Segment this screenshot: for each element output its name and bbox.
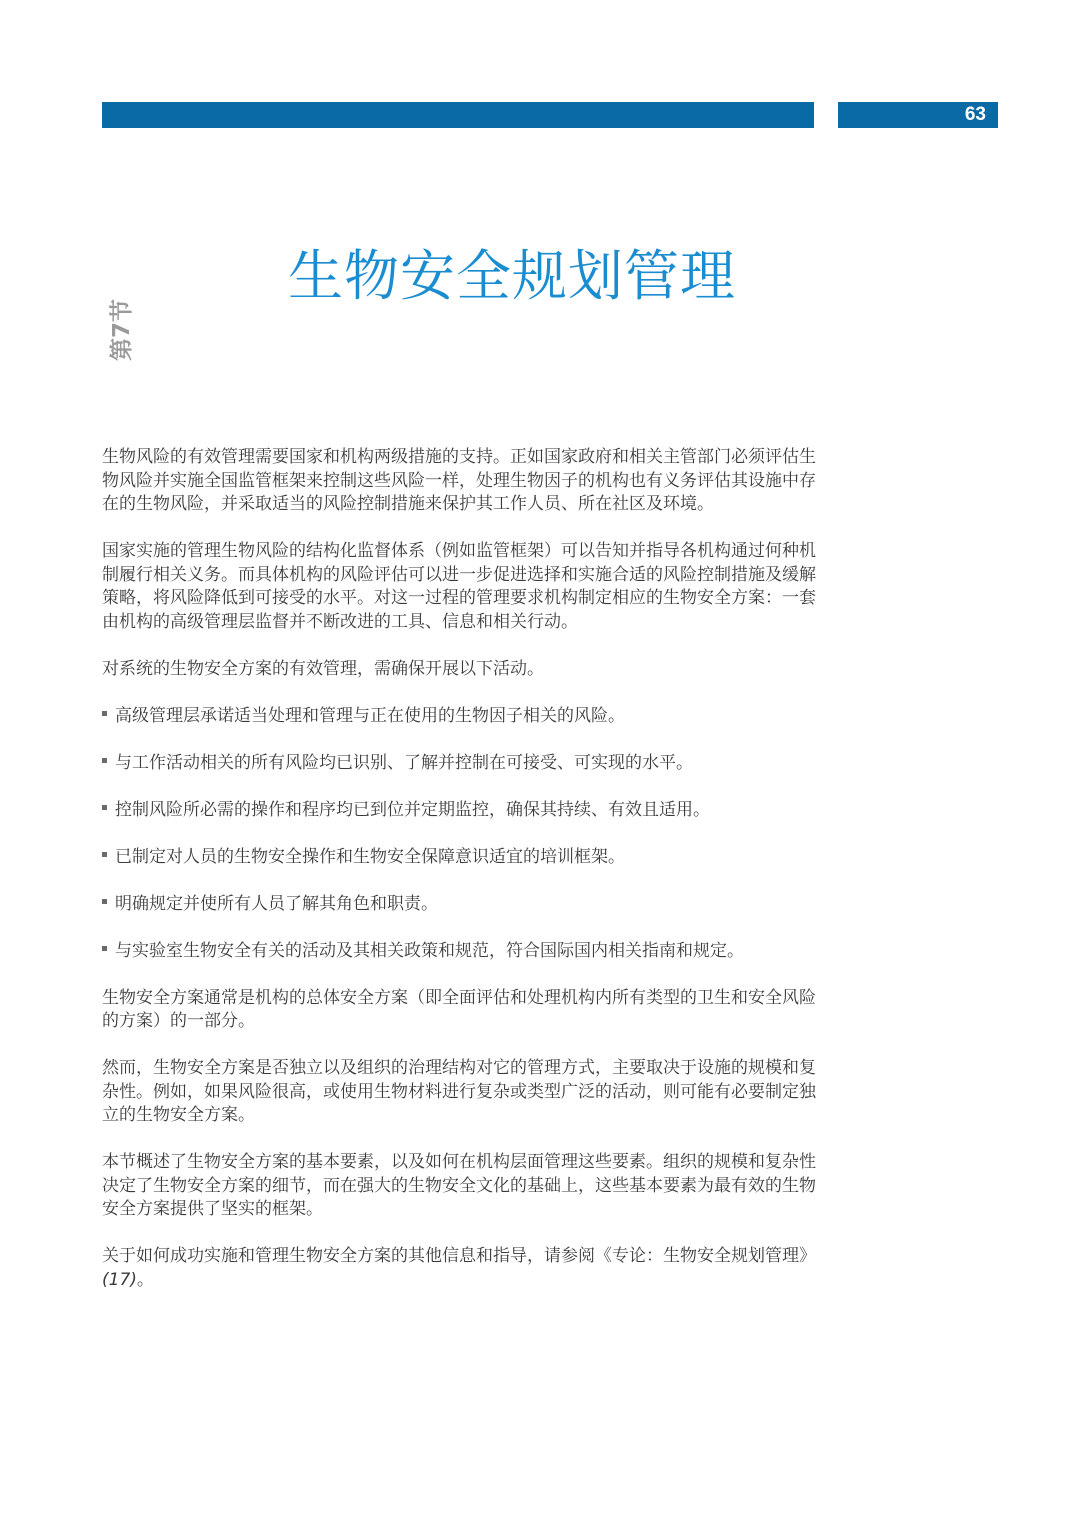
list-item: 高级管理层承诺适当处理和管理与正在使用的生物因子相关的风险。 [102, 705, 816, 729]
section-label: 第7节 [109, 299, 135, 362]
paragraph-program-structure: 然而，生物安全方案是否独立以及组织的治理结构对它的管理方式，主要取决于设施的规模和复杂性。例如，如果风险很高，或使用生物材料进行复杂或类型广泛的活动，则可能有必要制定独立的生物安全方案。 [102, 1058, 816, 1125]
list-item: 与工作活动相关的所有风险均已识别、了解并控制在可接受、可实现的水平。 [102, 752, 816, 776]
bullet-square-icon [102, 758, 107, 763]
list-item: 明确规定并使所有人员了解其角色和职责。 [102, 893, 816, 917]
bullet-square-icon [102, 899, 107, 904]
paragraph-intro-2: 国家实施的管理生物风险的结构化监督体系（例如监管框架）可以告知并指导各机构通过何种机制履行相关义务。而具体机构的风险评估可以进一步促进选择和实施合适的风险控制措施及缓解策略，将风险降低到可接受的水平。对这一过程的管理要求机构制定相应的生物安全方案：一套由机构的高级管理层监督并不断改进的工具、信息和相关行动。 [102, 541, 816, 632]
reference-citation: (17) [102, 1269, 137, 1290]
list-item: 已制定对人员的生物安全操作和生物安全保障意识适宜的培训框架。 [102, 846, 816, 870]
bullet-square-icon [102, 805, 107, 810]
bullet-square-icon [102, 946, 107, 951]
list-item: 与实验室生物安全有关的活动及其相关政策和规范，符合国际国内相关指南和规定。 [102, 940, 816, 964]
paragraph-program-scope: 生物安全方案通常是机构的总体安全方案（即全面评估和处理机构内所有类型的卫生和安全风险的方案）的一部分。 [102, 987, 816, 1031]
page-number-bar [838, 102, 998, 128]
list-item: 控制风险所必需的操作和程序均已到位并定期监控，确保其持续、有效且适用。 [102, 799, 816, 823]
paragraph-intro-1: 生物风险的有效管理需要国家和机构两级措施的支持。正如国家政府和相关主管部门必须评估生物风险并实施全国监管框架来控制这些风险一样，处理生物因子的机构也有义务评估其设施中存在的生物风险，并采取适当的风险控制措施来保护其工作人员、所在社区及环境。 [102, 447, 816, 514]
page-title: 生物安全规划管理 [287, 244, 736, 308]
bullet-square-icon [102, 711, 107, 716]
bullet-square-icon [102, 852, 107, 857]
paragraph-reference: 关于如何成功实施和管理生物安全方案的其他信息和指导，请参阅《专论：生物安全规划管理》(17)。 [102, 1246, 816, 1290]
header-bar [102, 102, 814, 128]
list-intro: 对系统的生物安全方案的有效管理，需确保开展以下活动。 [102, 658, 544, 679]
paragraph-section-overview: 本节概述了生物安全方案的基本要素，以及如何在机构层面管理这些要素。组织的规模和复杂性决定了生物安全方案的细节，而在强大的生物安全文化的基础上，这些基本要素为最有效的生物安全方案提供了坚实的框架。 [102, 1152, 816, 1219]
activity-list [102, 705, 816, 964]
page-number: 63 [964, 104, 986, 125]
body-content [102, 446, 816, 1316]
